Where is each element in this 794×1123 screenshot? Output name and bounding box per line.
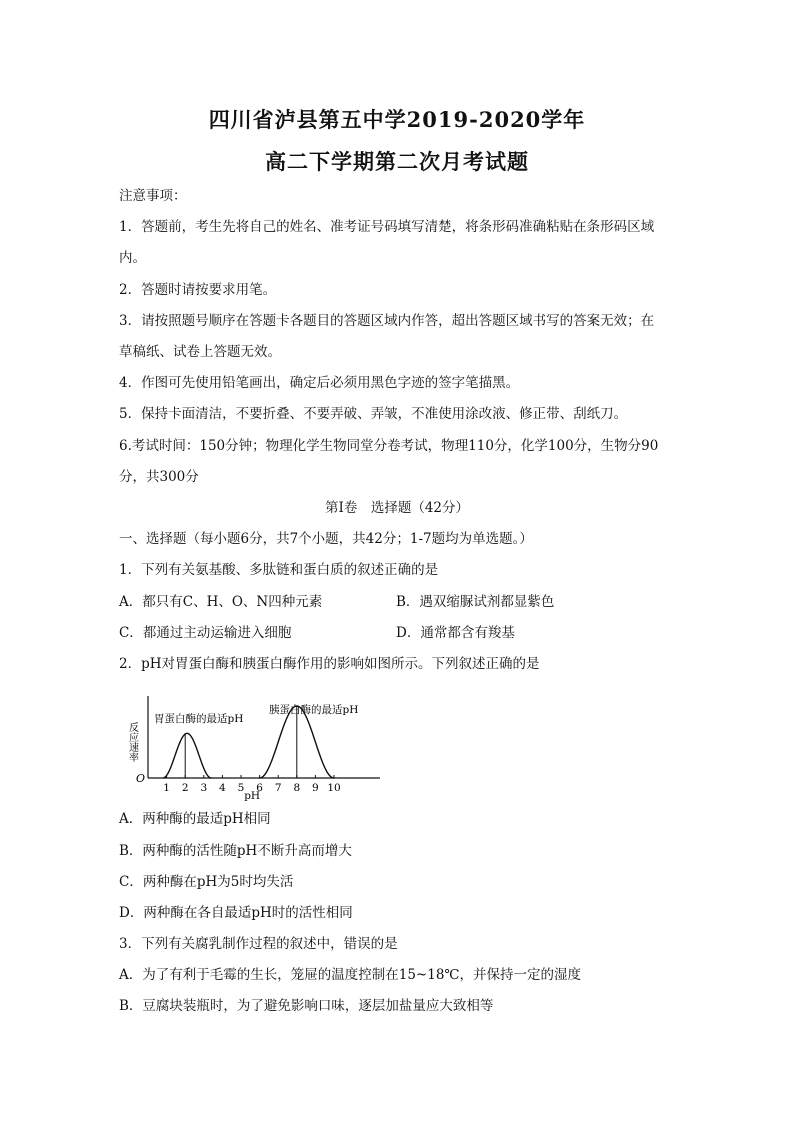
x-tick-label-9: 9	[312, 782, 319, 794]
notice-item-3b: 草稿纸、试卷上答题无效。	[119, 344, 281, 360]
q1-stem: 1．下列有关氨基酸、多肽链和蛋白质的叙述正确的是	[119, 562, 439, 578]
q3-option-b: B．豆腐块装瓶时，为了避免影响口味，逐层加盐量应大致相等	[119, 998, 494, 1014]
series-label-2: 胰蛋白酶的最适pH	[269, 704, 359, 716]
x-tick-label-10: 10	[327, 782, 341, 794]
q2-option-b: B．两种酶的活性随pH不断升高而增大	[119, 843, 352, 859]
notice-item-1b: 内。	[119, 250, 146, 266]
q1-option-d: D．通常都含有羧基	[396, 625, 515, 641]
notice-item-6b: 分，共300分	[119, 469, 199, 485]
page-title-line2: 高二下学期第二次月考试题	[265, 149, 529, 174]
q2-option-a: A．两种酶的最适pH相同	[119, 811, 271, 827]
q1-option-a: A．都只有C、H、O、N四种元素	[119, 594, 323, 610]
x-tick-label-1: 1	[163, 782, 170, 794]
ph-enzyme-chart	[118, 692, 388, 802]
q1-option-b: B．遇双缩脲试剂都显紫色	[396, 594, 555, 610]
x-tick-label-8: 8	[293, 782, 301, 794]
curve-1	[163, 733, 211, 778]
q3-option-a: A．为了有利于毛霉的生长，笼屉的温度控制在15~18℃，并保持一定的湿度	[119, 967, 582, 983]
q2-option-d: D．两种酶在各自最适pH时的活性相同	[119, 905, 353, 921]
x-tick-label-6: 6	[256, 782, 263, 794]
series-label-1: 胃蛋白酶的最适pH	[154, 713, 244, 725]
x-tick-label-7: 7	[274, 782, 282, 794]
x-tick-label-3: 3	[200, 782, 208, 794]
q3-stem: 3．下列有关腐乳制作过程的叙述中，错误的是	[119, 936, 398, 952]
notice-item-3a: 3．请按照题号顺序在答题卡各题目的答题区域内作答，超出答题区域书写的答案无效；在	[119, 313, 655, 329]
q2-option-c: C．两种酶在pH为5时均失活	[119, 874, 294, 890]
notice-item-4: 4．作图可先使用铅笔画出，确定后必须用黑色字迹的签字笔描黑。	[119, 375, 520, 391]
section-instruction: 一、选择题（每小题6分，共7个小题，共42分；1-7题均为单选题。）	[119, 531, 533, 547]
x-axis-label: pH	[244, 790, 261, 802]
origin-label: O	[136, 772, 146, 785]
x-tick-label-2: 2	[181, 782, 189, 794]
notice-item-2: 2．答题时请按要求用笔。	[119, 282, 277, 298]
x-tick-label-5: 5	[237, 782, 245, 794]
x-tick-label-4: 4	[219, 782, 226, 794]
notice-heading: 注意事项：	[119, 188, 187, 204]
section-title: 第I卷 选择题（42分）	[324, 500, 469, 516]
notice-item-5: 5．保持卡面清洁，不要折叠、不要弄破、弄皱，不准使用涂改液、修正带、刮纸刀。	[119, 406, 628, 422]
notice-item-1a: 1．答题前，考生先将自己的姓名、准考证号码填写清楚，将条形码准确粘贴在条形码区域	[119, 219, 655, 235]
q2-stem: 2．pH对胃蛋白酶和胰蛋白酶作用的影响如图所示。下列叙述正确的是	[119, 656, 540, 672]
page-title-line1: 四川省泸县第五中学2019-2020学年	[208, 107, 586, 132]
y-axis-label: 反应速率	[126, 722, 138, 762]
q1-option-c: C．都通过主动运输进入细胞	[119, 625, 292, 641]
notice-item-6a: 6.考试时间：150分钟；物理化学生物同堂分卷考试，物理110分，化学100分，生物分90	[119, 438, 659, 454]
